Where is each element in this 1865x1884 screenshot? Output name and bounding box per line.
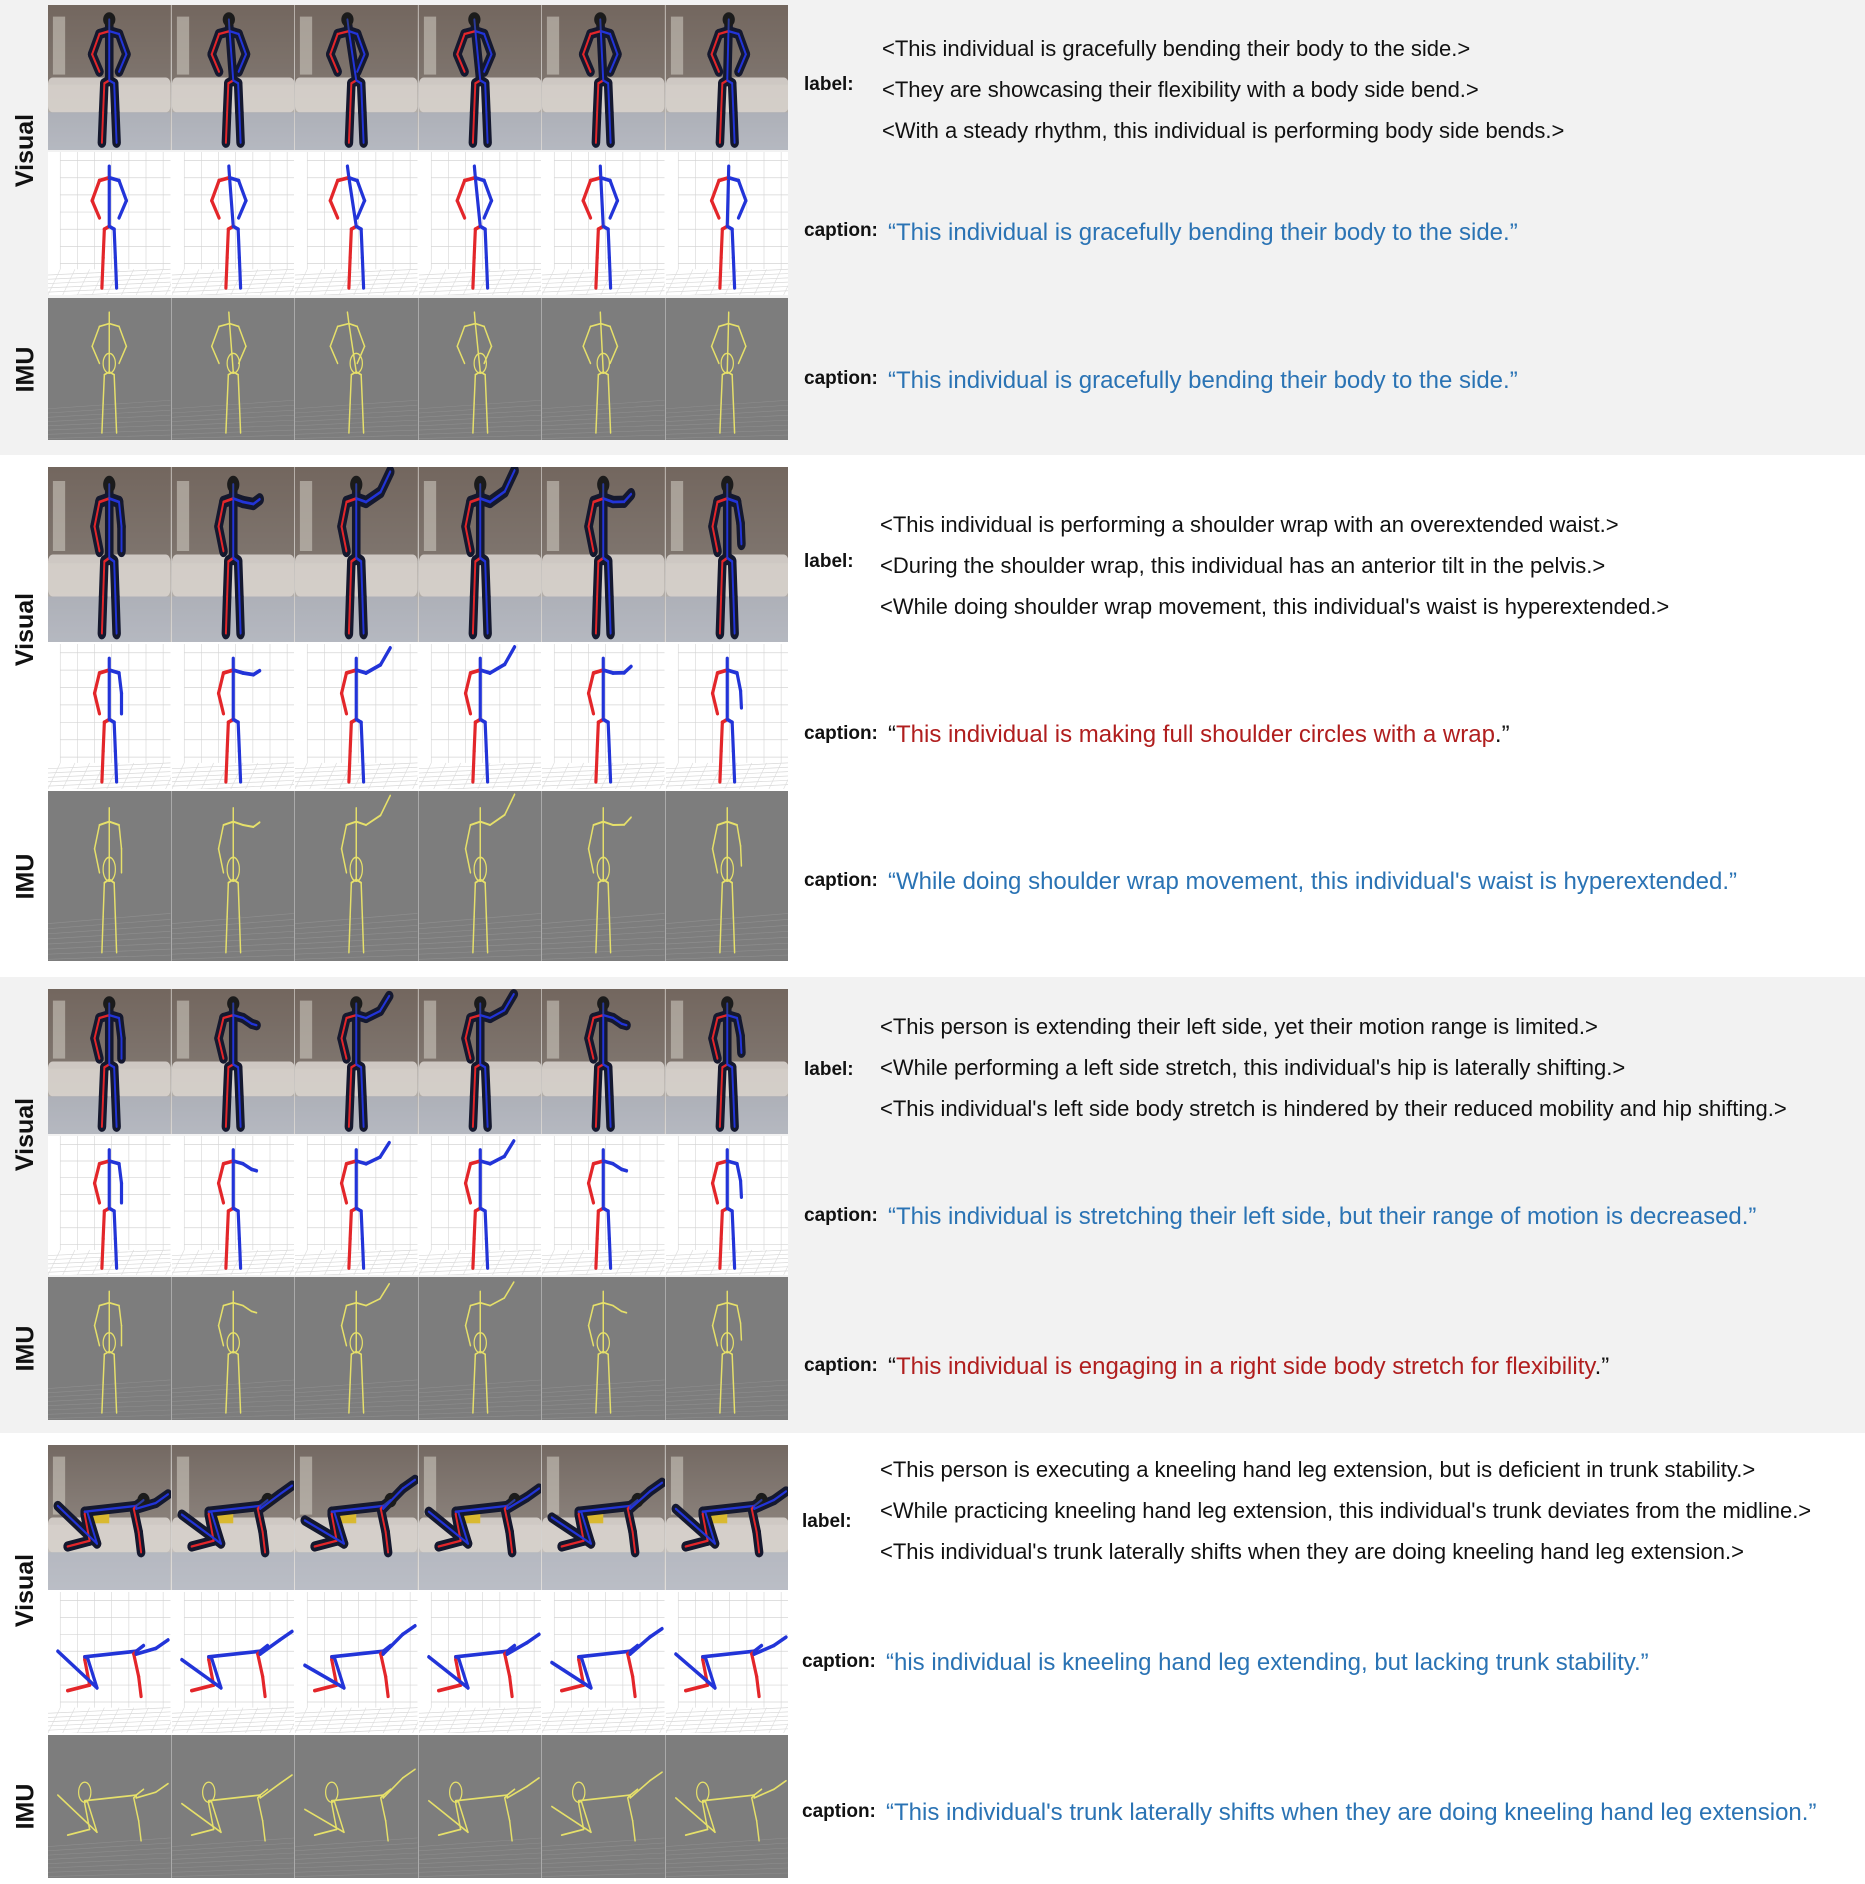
- imu-frame-strip: [48, 1735, 788, 1878]
- row-label-visual: Visual: [11, 1097, 40, 1171]
- pose-figure: [666, 298, 789, 440]
- pose-figure: [419, 1735, 542, 1878]
- imu-render-frame: [541, 1277, 665, 1420]
- pose-figure: [542, 152, 665, 295]
- skeleton-frame: [294, 644, 418, 789]
- pose-figure: [172, 5, 295, 150]
- pose-figure: [419, 1136, 542, 1275]
- pose-figure: [542, 1592, 665, 1733]
- pose-figure: [419, 1592, 542, 1733]
- pose-figure: [48, 791, 171, 961]
- pose-figure: [295, 791, 418, 961]
- pose-figure: [48, 467, 171, 642]
- video-frame: [418, 467, 542, 642]
- label-text: <This individual's trunk laterally shifts when they are doing kneeling hand leg extension.>: [880, 1539, 1744, 1564]
- imu-render-frame: [171, 1735, 295, 1878]
- video-frame: [171, 989, 295, 1134]
- video-frame: [418, 1445, 542, 1590]
- pose-figure: [172, 791, 295, 961]
- skeleton-frame: [665, 644, 789, 789]
- video-frame: [171, 467, 295, 642]
- video-frame: [294, 467, 418, 642]
- video-frame: [294, 1445, 418, 1590]
- pose-figure: [419, 467, 542, 642]
- pose-figure: [48, 298, 171, 440]
- video-frame: [171, 1445, 295, 1590]
- pose-figure: [295, 5, 418, 150]
- imu-render-frame: [418, 1735, 542, 1878]
- imu-frame-strip: [48, 298, 788, 440]
- pose-figure: [666, 1445, 789, 1590]
- video-frame: [665, 1445, 789, 1590]
- imu-render-frame: [665, 298, 789, 440]
- label-text: <This person is extending their left side, yet their motion range is limited.>: [880, 1014, 1598, 1039]
- pose-figure: [172, 298, 295, 440]
- pose-figure: [48, 1735, 171, 1878]
- pose-figure: [172, 1592, 295, 1733]
- video-frame: [48, 467, 171, 642]
- pose-figure: [48, 1592, 171, 1733]
- pose-figure: [419, 644, 542, 789]
- row-label-visual: Visual: [11, 113, 40, 187]
- pose-figure: [172, 1445, 295, 1590]
- pose-figure: [542, 989, 665, 1134]
- pose-figure: [172, 467, 295, 642]
- pose-figure: [48, 1136, 171, 1275]
- pose-figure: [419, 298, 542, 440]
- caption-field-name: caption:: [804, 368, 878, 389]
- label-text: <While practicing kneeling hand leg extension, this individual's trunk deviates from the midline.>: [880, 1498, 1812, 1523]
- skeleton-3d-strip: [48, 152, 788, 295]
- imu-caption: “This individual's trunk laterally shifts when they are doing kneeling hand leg extension.”: [886, 1799, 1817, 1826]
- pose-figure: [542, 467, 665, 642]
- row-label-visual: Visual: [11, 592, 40, 666]
- pose-figure: [172, 989, 295, 1134]
- example-panel-3: [0, 977, 1865, 1433]
- row-label-imu: IMU: [11, 346, 40, 392]
- caption-field-name: caption:: [802, 1801, 876, 1822]
- pose-figure: [295, 1735, 418, 1878]
- row-label-imu: IMU: [11, 1783, 40, 1830]
- pose-figure: [542, 1445, 665, 1590]
- pose-figure: [172, 152, 295, 295]
- caption-field-name: caption:: [804, 723, 878, 744]
- pose-figure: [295, 1592, 418, 1733]
- rgb-frame-strip: [48, 467, 788, 642]
- pose-figure: [172, 1136, 295, 1275]
- label-field-name: label:: [804, 1059, 854, 1080]
- imu-caption: “This individual is gracefully bending their body to the side.”: [888, 367, 1518, 394]
- video-frame: [541, 989, 665, 1134]
- video-frame: [665, 467, 789, 642]
- row-label-imu: IMU: [11, 853, 40, 899]
- skeleton-frame: [294, 1592, 418, 1733]
- caption-field-name: caption:: [804, 220, 878, 241]
- pose-figure: [542, 644, 665, 789]
- example-panel-4: [0, 1433, 1865, 1884]
- label-field-name: label:: [804, 551, 854, 572]
- imu-frame-strip: [48, 1277, 788, 1420]
- imu-render-frame: [48, 1277, 171, 1420]
- label-text: <This individual is performing a shoulder wrap with an overextended waist.>: [880, 512, 1619, 537]
- pose-figure: [295, 1445, 418, 1590]
- rgb-frame-strip: [48, 5, 788, 150]
- pose-figure: [666, 152, 789, 295]
- video-frame: [48, 1445, 171, 1590]
- imu-render-frame: [665, 1277, 789, 1420]
- imu-render-frame: [541, 1735, 665, 1878]
- pose-figure: [295, 467, 418, 642]
- pose-figure: [666, 5, 789, 150]
- skeleton-frame: [48, 1136, 171, 1275]
- skeleton-frame: [541, 1136, 665, 1275]
- skeleton-frame: [541, 152, 665, 295]
- imu-render-frame: [294, 1735, 418, 1878]
- imu-frame-strip: [48, 791, 788, 961]
- pose-figure: [48, 152, 171, 295]
- label-text: <During the shoulder wrap, this individual has an anterior tilt in the pelvis.>: [880, 553, 1606, 578]
- imu-render-frame: [48, 791, 171, 961]
- imu-render-frame: [294, 791, 418, 961]
- imu-caption: “This individual is engaging in a right side body stretch for flexibility.”: [888, 1353, 1610, 1380]
- video-frame: [665, 989, 789, 1134]
- skeleton-frame: [665, 152, 789, 295]
- video-frame: [418, 5, 542, 150]
- caption-field-name: caption:: [804, 870, 878, 891]
- rgb-frame-strip: [48, 989, 788, 1134]
- skeleton-frame: [171, 644, 295, 789]
- skeleton-frame: [418, 152, 542, 295]
- visual-caption: “his individual is kneeling hand leg extending, but lacking trunk stability.”: [886, 1649, 1649, 1676]
- skeleton-frame: [418, 1592, 542, 1733]
- rgb-frame-strip: [48, 1445, 788, 1590]
- imu-render-frame: [48, 298, 171, 440]
- label-text: <While doing shoulder wrap movement, this individual's waist is hyperextended.>: [880, 594, 1670, 619]
- pose-figure: [666, 1277, 789, 1420]
- skeleton-frame: [418, 644, 542, 789]
- pose-figure: [48, 989, 171, 1134]
- label-text: <This individual's left side body stretch is hindered by their reduced mobility and hip shifting.>: [880, 1096, 1787, 1121]
- imu-render-frame: [171, 1277, 295, 1420]
- caption-field-name: caption:: [804, 1355, 878, 1376]
- label-text: <With a steady rhythm, this individual is performing body side bends.>: [882, 118, 1565, 143]
- skeleton-3d-strip: [48, 1136, 788, 1275]
- video-frame: [171, 5, 295, 150]
- video-frame: [294, 989, 418, 1134]
- video-frame: [541, 467, 665, 642]
- video-frame: [418, 989, 542, 1134]
- imu-render-frame: [294, 1277, 418, 1420]
- imu-caption: “While doing shoulder wrap movement, this individual's waist is hyperextended.”: [888, 868, 1737, 895]
- video-frame: [48, 989, 171, 1134]
- pose-figure: [172, 1277, 295, 1420]
- imu-render-frame: [171, 298, 295, 440]
- video-frame: [541, 5, 665, 150]
- video-frame: [48, 5, 171, 150]
- pose-figure: [419, 1445, 542, 1590]
- imu-render-frame: [294, 298, 418, 440]
- skeleton-frame: [294, 1136, 418, 1275]
- skeleton-frame: [48, 152, 171, 295]
- imu-render-frame: [171, 791, 295, 961]
- example-panel-1: [0, 0, 1865, 455]
- video-frame: [665, 5, 789, 150]
- pose-figure: [48, 1277, 171, 1420]
- pose-figure: [172, 1735, 295, 1878]
- imu-render-frame: [418, 298, 542, 440]
- pose-figure: [666, 1592, 789, 1733]
- pose-figure: [542, 298, 665, 440]
- skeleton-frame: [48, 1592, 171, 1733]
- skeleton-3d-strip: [48, 644, 788, 789]
- skeleton-frame: [541, 644, 665, 789]
- pose-figure: [666, 644, 789, 789]
- caption-field-name: caption:: [802, 1651, 876, 1672]
- skeleton-frame: [418, 1136, 542, 1275]
- visual-caption: “This individual is making full shoulder circles with a wrap.”: [888, 721, 1510, 748]
- video-frame: [294, 5, 418, 150]
- pose-figure: [419, 989, 542, 1134]
- pose-figure: [666, 791, 789, 961]
- imu-render-frame: [665, 1735, 789, 1878]
- pose-figure: [666, 1136, 789, 1275]
- pose-figure: [48, 5, 171, 150]
- pose-figure: [295, 298, 418, 440]
- skeleton-frame: [541, 1592, 665, 1733]
- pose-figure: [295, 1136, 418, 1275]
- pose-figure: [295, 1277, 418, 1420]
- label-text: <This individual is gracefully bending their body to the side.>: [882, 36, 1471, 61]
- imu-render-frame: [665, 791, 789, 961]
- pose-figure: [542, 791, 665, 961]
- label-text: <They are showcasing their flexibility with a body side bend.>: [882, 77, 1479, 102]
- pose-figure: [48, 644, 171, 789]
- pose-figure: [666, 1735, 789, 1878]
- skeleton-frame: [665, 1592, 789, 1733]
- skeleton-frame: [665, 1136, 789, 1275]
- pose-figure: [542, 1136, 665, 1275]
- pose-figure: [542, 1735, 665, 1878]
- row-label-visual: Visual: [11, 1553, 40, 1627]
- pose-figure: [666, 989, 789, 1134]
- skeleton-frame: [171, 152, 295, 295]
- skeleton-frame: [171, 1136, 295, 1275]
- imu-render-frame: [418, 791, 542, 961]
- label-text: <This person is executing a kneeling hand leg extension, but is deficient in trunk stability.>: [880, 1457, 1756, 1482]
- imu-render-frame: [541, 298, 665, 440]
- pose-figure: [48, 1445, 171, 1590]
- label-text: <While performing a left side stretch, this individual's hip is laterally shifting.>: [880, 1055, 1626, 1080]
- visual-caption: “This individual is stretching their left side, but their range of motion is decreased.”: [888, 1203, 1757, 1230]
- video-frame: [541, 1445, 665, 1590]
- skeleton-frame: [171, 1592, 295, 1733]
- pose-figure: [172, 644, 295, 789]
- imu-render-frame: [418, 1277, 542, 1420]
- skeleton-frame: [48, 644, 171, 789]
- pose-figure: [666, 467, 789, 642]
- imu-render-frame: [48, 1735, 171, 1878]
- row-label-imu: IMU: [11, 1325, 40, 1372]
- skeleton-frame: [294, 152, 418, 295]
- label-field-name: label:: [802, 1511, 852, 1532]
- pose-figure: [542, 1277, 665, 1420]
- pose-figure: [295, 644, 418, 789]
- pose-figure: [419, 152, 542, 295]
- skeleton-3d-strip: [48, 1592, 788, 1733]
- example-panel-2: [0, 455, 1865, 977]
- pose-figure: [295, 152, 418, 295]
- pose-figure: [542, 5, 665, 150]
- pose-figure: [419, 791, 542, 961]
- imu-render-frame: [541, 791, 665, 961]
- caption-field-name: caption:: [804, 1205, 878, 1226]
- pose-figure: [295, 989, 418, 1134]
- label-field-name: label:: [804, 74, 854, 95]
- pose-figure: [419, 5, 542, 150]
- visual-caption: “This individual is gracefully bending their body to the side.”: [888, 219, 1518, 246]
- pose-figure: [419, 1277, 542, 1420]
